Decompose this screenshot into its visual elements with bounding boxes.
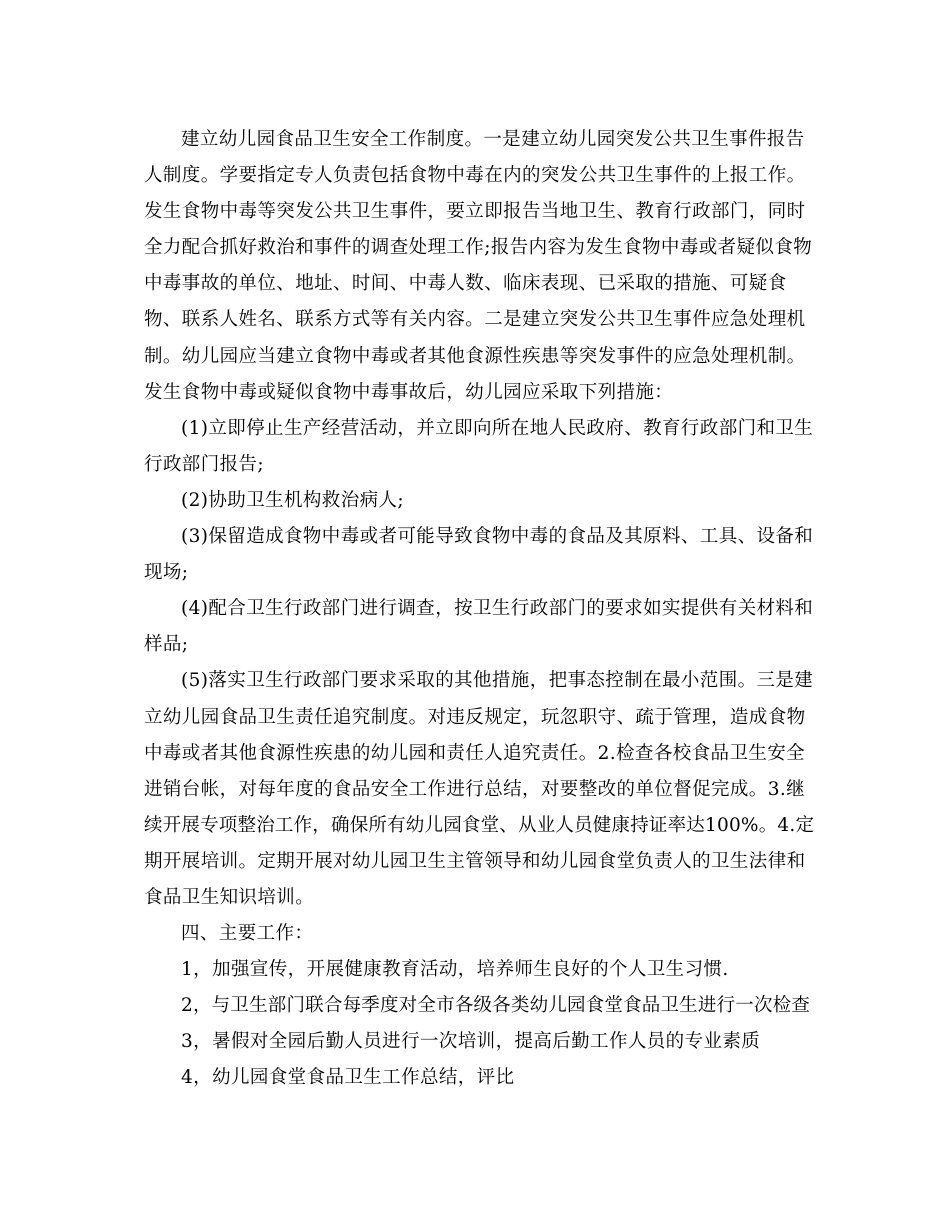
text-line: 期开展培训。定期开展对幼儿园卫生主管领导和幼儿园食堂负责人的卫生法律和 bbox=[144, 850, 806, 872]
text-line: 进销台帐，对每年度的食品安全工作进行总结，对要整改的单位督促完成。3.继 bbox=[144, 778, 806, 800]
work-item-3: 3，暑假对全园后勤人员进行一次培训，提高后勤工作人员的专业素质 bbox=[181, 1031, 761, 1053]
work-item-1: 1，加强宣传，开展健康教育活动，培养师生良好的个人卫生习惯. bbox=[181, 959, 729, 981]
list-item-2: (2)协助卫生机构救治病人; bbox=[181, 489, 405, 511]
work-item-2: 2，与卫生部门联合每季度对全市各级各类幼儿园食堂食品卫生进行一次检查 bbox=[181, 995, 811, 1017]
text-line: 全力配合抓好救治和事件的调查处理工作;报告内容为发生食物中毒或者疑似食物 bbox=[144, 237, 813, 259]
text-line: 立幼儿园食品卫生责任追究制度。对违反规定，玩忽职守、疏于管理，造成食物 bbox=[144, 706, 806, 728]
text-line: 发生食物中毒或疑似食物中毒事故后，幼儿园应采取下列措施： bbox=[144, 381, 674, 403]
list-item-1: (1)立即停止生产经营活动，并立即向所在地人民政府、教育行政部门和卫生 bbox=[181, 417, 814, 439]
text-line: 中毒事故的单位、地址、时间、中毒人数、临床表现、已采取的措施、可疑食 bbox=[144, 273, 787, 295]
text-line: 食品卫生知识培训。 bbox=[144, 886, 315, 908]
text-line: 建立幼儿园食品卫生安全工作制度。一是建立幼儿园突发公共卫生事件报告 bbox=[181, 129, 805, 150]
text-line: 发生食物中毒等突发公共卫生事件，要立即报告当地卫生、教育行政部门，同时 bbox=[144, 201, 806, 223]
text-line: 现场; bbox=[144, 562, 189, 584]
document-body bbox=[144, 122, 814, 1097]
list-item-3: (3)保留造成食物中毒或者可能导致食物中毒的食品及其原料、工具、设备和 bbox=[181, 526, 814, 548]
text-line: 物、联系人姓名、联系方式等有关内容。二是建立突发公共卫生事件应急处理机 bbox=[144, 309, 806, 331]
work-item-4: 4，幼儿园食堂食品卫生工作总结，评比 bbox=[181, 1067, 515, 1089]
text-line: 续开展专项整治工作，确保所有幼儿园食堂、从业人员健康持证率达100%。4.定 bbox=[144, 814, 815, 836]
list-item-5: (5)落实卫生行政部门要求采取的其他措施，把事态控制在最小范围。三是建 bbox=[181, 670, 814, 692]
text-line: 制。幼儿园应当建立食物中毒或者其他食源性疾患等突发事件的应急处理机制。 bbox=[144, 345, 806, 367]
text-line: 中毒或者其他食源性疾患的幼儿园和责任人追究责任。2.检查各校食品卫生安全 bbox=[144, 742, 806, 764]
section-heading: 四、主要工作： bbox=[181, 923, 314, 945]
list-item-4: (4)配合卫生行政部门进行调查，按卫生行政部门的要求如实提供有关材料和 bbox=[181, 598, 814, 620]
text-line: 行政部门报告; bbox=[144, 453, 265, 475]
text-line: 样品; bbox=[144, 634, 189, 656]
text-line: 人制度。学要指定专人负责包括食物中毒在内的突发公共卫生事件的上报工作。 bbox=[144, 165, 806, 187]
